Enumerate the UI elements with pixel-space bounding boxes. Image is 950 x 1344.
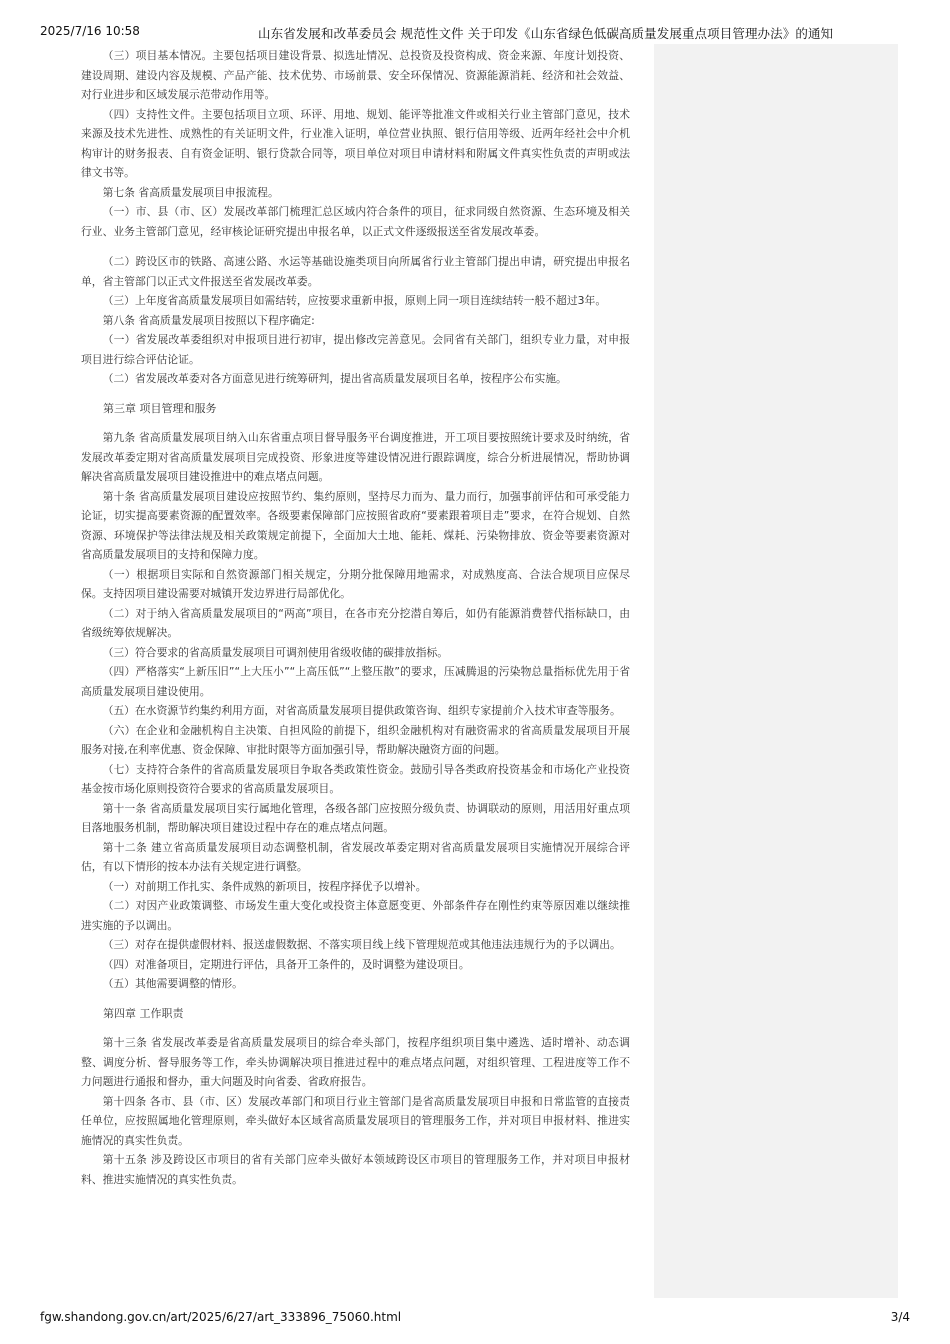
print-datetime: 2025/7/16 10:58: [40, 24, 140, 38]
print-title: 山东省发展和改革委员会 规范性文件 关于印发《山东省绿色低碳高质量发展重点项目管理办法》的通知: [258, 26, 834, 41]
article-paragraph: （五）其他需要调整的情形。: [102, 977, 243, 990]
article-body: [81, 46, 630, 1189]
article-paragraph: （二）省发展改革委对各方面意见进行统筹研判，提出省高质量发展项目名单，按程序公布实施。: [102, 372, 567, 385]
article-paragraph: （四）对准备项目，定期进行评估，具备开工条件的，及时调整为建设项目。: [102, 957, 470, 971]
article-paragraph: （一）根据项目实际和自然资源部门相关规定，分期分批保障用地需求，对成熟度高、合法合规项目应保尽保。支持因项目建设需要对城镇开发边界进行局部优化。: [81, 567, 630, 600]
article-paragraph: （一）市、县（市、区）发展改革部门梳理汇总区域内符合条件的项目，征求同级自然资源、生态环境及相关行业、业务主管部门意见，经审核论证研究提出申报名单，以正式文件逐级报送至省发展改革委。: [81, 205, 630, 238]
page-url: fgw.shandong.gov.cn/art/2025/6/27/art_333896_75060.html: [40, 1310, 402, 1324]
article-paragraph: （二）对因产业政策调整、市场发生重大变化或投资主体意愿变更、外部条件存在刚性约束等原因难以继续推进实施的予以调出。: [81, 899, 630, 932]
article-paragraph: （四）严格落实“上新压旧”“上大压小”“上高压低”“上整压散”的要求，压减腾退的污染物总量指标优先用于省高质量发展项目建设使用。: [81, 665, 630, 698]
article-paragraph: 第十五条 涉及跨设区市项目的省有关部门应牵头做好本领域跨设区市项目的管理服务工作，并对项目申报材料、推进实施情况的真实性负责。: [81, 1153, 630, 1186]
article-paragraph: （三）符合要求的省高质量发展项目可调剂使用省级收储的碳排放指标。: [102, 645, 449, 659]
article-paragraph: （二）跨设区市的铁路、高速公路、水运等基础设施类项目向所属省行业主管部门提出申请，研究提出申报名单，省主管部门以正式文件报送至省发展改革委。: [81, 255, 630, 288]
article-paragraph: （三）项目基本情况。主要包括项目建设背景、拟选址情况、总投资及投资构成、资金来源、年度计划投资、建设周期、建设内容及规模、产品产能、技术优势、市场前景、安全环保情况、资源能源消耗、经济和社会效益、对行业进步和区域发展示范带动作用等。: [81, 49, 630, 101]
print-header: [0, 0, 950, 41]
article-paragraph: （七）支持符合条件的省高质量发展项目争取各类政策性资金。鼓励引导各类政府投资基金和市场化产业投资基金按市场化原则投资符合要求的省高质量发展项目。: [81, 762, 630, 795]
article-paragraph: 第七条 省高质量发展项目申报流程。: [102, 185, 279, 199]
article-paragraph: 第九条 省高质量发展项目纳入山东省重点项目督导服务平台调度推进，开工项目要按照统计要求及时纳统，省发展改革委定期对省高质量发展项目完成投资、形象进度等建设情况进行跟踪调度，综合分析进展情况，帮助协调解决省高质量发展项目建设推进中的难点堵点问题。: [81, 431, 630, 483]
article-paragraph: 第十条 省高质量发展项目建设应按照节约、集约原则，坚持尽力而为、量力而行，加强事前评估和可承受能力论证，切实提高要素资源的配置效率。各级要素保障部门应按照省政府“要素跟着项目走”要求，在符合规划、自然资源、环境保护等法律法规及相关政策规定前提下，全面加大土地、能耗、煤耗、污染物排放、资金等要素资源对省高质量发展项目的支持和保障力度。: [81, 489, 630, 561]
chapter-heading: 第三章 项目管理和服务: [103, 401, 217, 415]
print-footer: [0, 1306, 950, 1330]
article-paragraph: 第十一条 省高质量发展项目实行属地化管理，各级各部门应按照分级负责、协调联动的原则，用活用好重点项目落地服务机制，帮助解决项目建设过程中存在的难点堵点问题。: [81, 801, 630, 834]
article-paragraph: （三）上年度省高质量发展项目如需结转，应按要求重新申报，原则上同一项目连续结转一般不超过3年。: [102, 294, 607, 307]
article-paragraph: 第八条 省高质量发展项目按照以下程序确定:: [102, 313, 315, 327]
article-paragraph: （一）对前期工作扎实、条件成熟的新项目，按程序择优予以增补。: [102, 879, 427, 893]
article-paragraph: 第十四条 各市、县（市、区）发展改革部门和项目行业主管部门是省高质量发展项目申报和日常监管的直接责任单位，应按照属地化管理原则，牵头做好本区域省高质量发展项目的管理服务工作，并对项目申报材料、推进实施情况的真实性负责。: [81, 1094, 630, 1147]
article-paragraph: （一）省发展改革委组织对申报项目进行初审，提出修改完善意见。会同省有关部门，组织专业力量，对申报项目进行综合评估论证。: [81, 333, 630, 366]
article-paragraph: 第十二条 建立省高质量发展项目动态调整机制，省发展改革委定期对省高质量发展项目实施情况开展综合评估，有以下情形的按本办法有关规定进行调整。: [81, 840, 630, 873]
side-panel: [654, 44, 898, 1298]
page-number: 3/4: [890, 1310, 910, 1324]
article-paragraph: （三）对存在提供虚假材料、报送虚假数据、不落实项目线上线下管理规范或其他违法违规行为的予以调出。: [102, 938, 621, 951]
article-paragraph: 第十三条 省发展改革委是省高质量发展项目的综合牵头部门，按程序组织项目集中遴选、适时增补、动态调整、调度分析、督导服务等工作，牵头协调解决项目推进过程中的难点堵点问题，对组织管理、工程进度等工作不力问题进行通报和督办，重大问题及时向省委、省政府报告。: [81, 1036, 630, 1088]
article-paragraph: （五）在水资源节约集约利用方面，对省高质量发展项目提供政策咨询、组织专家提前介入技术审查等服务。: [102, 704, 621, 717]
article-paragraph: （二）对于纳入省高质量发展项目的“两高”项目，在各市充分挖潜自筹后，如仍有能源消费替代指标缺口，由省级统筹依规解决。: [81, 606, 630, 639]
article-paragraph: （四）支持性文件。主要包括项目立项、环评、用地、规划、能评等批准文件或相关行业主管部门意见，技术来源及技术先进性、成熟性的有关证明文件，行业准入证明，单位营业执照、银行信用等级、近两年经社会中介机构审计的财务报表、自有资金证明、银行贷款合同等，项目单位对项目申请材料和附属文件真实性负责的声明或法律文书等。: [81, 107, 630, 179]
article-paragraph: （六）在企业和金融机构自主决策、自担风险的前提下，组织金融机构对有融资需求的省高质量发展项目开展服务对接,在利率优惠、资金保障、审批时限等方面加强引导，帮助解决融资方面的问题。: [81, 723, 630, 756]
chapter-heading: 第四章 工作职责: [103, 1006, 184, 1020]
